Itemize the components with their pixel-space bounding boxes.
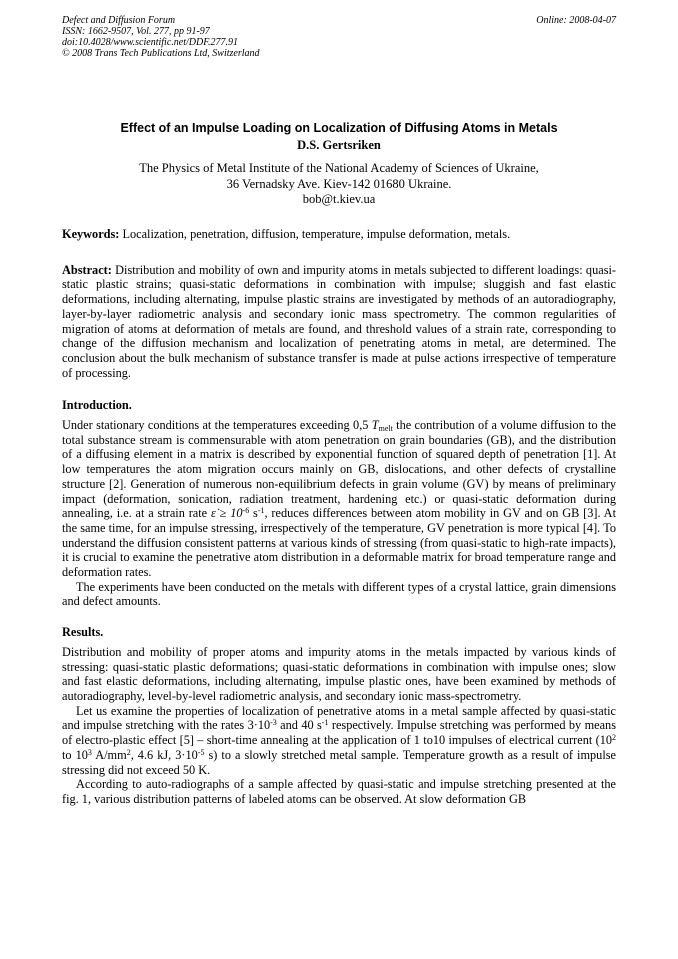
author-email: bob@t.kiev.ua <box>302 192 376 206</box>
strain-rate-symbol: ε̇ ≥ 10 <box>210 506 243 521</box>
journal-copyright: © 2008 Trans Tech Publications Ltd, Switzerland <box>62 48 260 59</box>
journal-header <box>62 15 260 59</box>
text-run: and 40 s <box>276 718 322 733</box>
superscript: 2 <box>126 747 131 757</box>
text-run: , reduces differences between atom mobility in GV and on GB [3]. At the same time, for an impulse stressing, irrespectively of the temperature, GV penetration is more typical [4]. To understand the diffusion consistent patterns at various kinds of stressing (from quasi-static to high-rate impacts), it is crucial to examine the penetrative atom distribution in a deformable matrix for broad temperature range and deformation rates. <box>62 506 616 580</box>
paper-title: Effect of an Impulse Loading on Localization of Diffusing Atoms in Metals <box>120 121 558 135</box>
text-run: A/mm <box>91 747 127 762</box>
abstract <box>62 263 616 381</box>
affiliation <box>62 161 616 208</box>
results-paragraph-1: Distribution and mobility of proper atoms and impurity atoms in the metals impacted by various kinds of stressing: quasi-static plastic deformations; quasi-static deformations in combination with impulse ones; slow and fast elastic deformations, including alternating, impulse plastic ones, have been examined by methods of autoradiography, level-by-level radiometric analysis, and secondary ionic mass-spectrometry. <box>62 644 616 703</box>
superscript: -1 <box>257 506 265 516</box>
results-paragraph-3: According to auto-radiographs of a sample affected by quasi-static and impulse stretching presented at the fig. 1, various distribution patterns of labeled atoms can be observed. At slow deformation GB <box>62 777 616 806</box>
online-date: Online: 2008-04-07 <box>536 15 616 26</box>
abstract-text: Distribution and mobility of own and impurity atoms in metals subjected to different loadings: quasi-static plastic strains; quasi-static deformations in combination with impulse; sluggish and fast elastic deformations, including alternating, impulse plastic strains are investigated by methods of an autoradiography, layer-by-layer radiometric analysis and secondary ionic mass spectrometry. The common regularities of migration of atoms at deformation of metals are found, and threshold values of a strain rate, corresponding to change of the diffusion mechanism and localization of penetrating atoms in metal, are determined. The conclusion about the bulk mechanism of substance transfer is made at pulse actions irrespective of temperature of processing. <box>62 262 616 380</box>
text-run: to 10 <box>62 747 88 762</box>
text-run: s <box>249 506 258 521</box>
superscript: 3 <box>87 747 92 757</box>
temperature-symbol: T <box>371 418 379 433</box>
results-heading: Results. <box>62 625 104 640</box>
paper-body <box>62 227 616 807</box>
superscript: -5 <box>197 747 205 757</box>
affiliation-line-2: 36 Vernadsky Ave. Kiev-142 01680 Ukraine. <box>226 176 452 191</box>
journal-doi: doi:10.4028/www.scientific.net/DDF.277.91 <box>62 37 239 48</box>
abstract-label: Abstract: <box>62 262 112 277</box>
superscript: 2 <box>612 733 616 743</box>
superscript: -1 <box>321 718 329 728</box>
superscript: -6 <box>242 506 250 516</box>
text-run: Under stationary conditions at the temperatures exceeding 0,5 <box>62 418 372 433</box>
keywords-text: Localization, penetration, diffusion, temperature, impulse deformation, metals. <box>122 227 511 241</box>
journal-name: Defect and Diffusion Forum <box>62 15 176 26</box>
keywords-label: Keywords: <box>62 227 120 241</box>
text-run: s) to a slowly stretched metal sample. Temperature growth as a result of impulse stressing did not exceed 50 K. <box>62 747 616 777</box>
text-run: respectively. Impulse stretching was performed by means of electro-plastic effect [5] – short-time annealing at the application of 1 to10 impulses of electrical current (10 <box>62 718 616 748</box>
keywords <box>62 227 616 242</box>
journal-issn: ISSN: 1662-9507, Vol. 277, pp 91-97 <box>62 26 210 37</box>
text-run: Let us examine the properties of localization of penetrative atoms in a metal sample affected by quasi-static and impulse stretching with the rates 3·10 <box>62 703 616 733</box>
affiliation-line-1: The Physics of Metal Institute of the National Academy of Sciences of Ukraine, <box>139 161 539 175</box>
text-run: , 4.6 kJ, 3·10 <box>130 747 198 762</box>
temperature-subscript: melt <box>378 424 393 434</box>
introduction-paragraph-2: The experiments have been conducted on the metals with different types of a crystal lattice, grain dimensions and defect amounts. <box>62 579 616 609</box>
introduction-paragraph-1 <box>62 418 616 580</box>
text-run: the contribution of a volume diffusion to the total substance stream is commensurable with atom penetration on grain boundaries (GB), and the distribution of a diffusing element in a matrix is described by exponential function of squared depth of penetration [1]. At low temperatures the atom migration occurs mainly on GB, dislocations, and other defects of crystalline structure [2]. Generation of numerous non-equilibrium defects in grain volume (GV) by means of preliminary impact (deformation, sonication, radiation treatment, hardening etc.) or quasi-static deformation during annealing, i.e. at a strain rate <box>62 418 616 521</box>
paper-author: D.S. Gertsriken <box>297 138 381 152</box>
superscript: -3 <box>270 718 277 728</box>
results-paragraph-2 <box>62 704 616 778</box>
introduction-heading: Introduction. <box>62 398 132 413</box>
